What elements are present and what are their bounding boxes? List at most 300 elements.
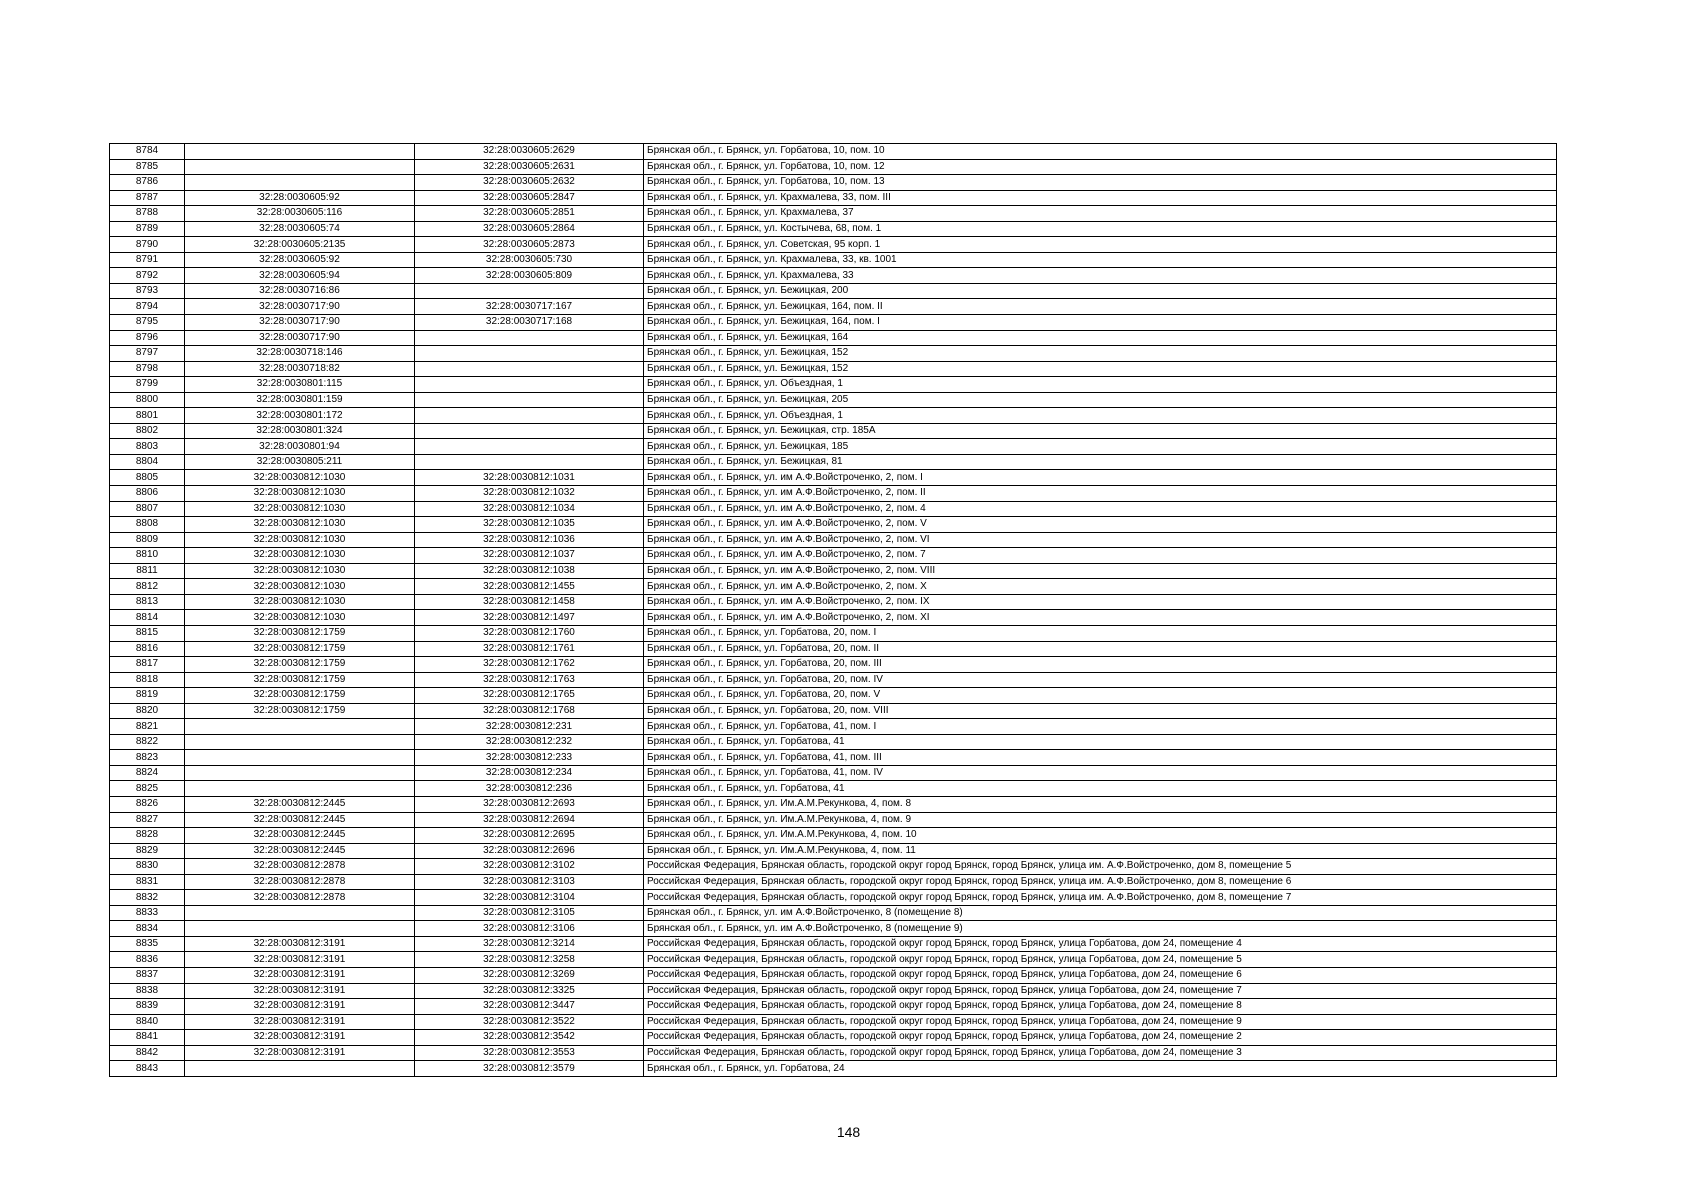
row-number-cell: 8791 — [110, 252, 185, 268]
cadastral-number-cell — [415, 346, 644, 362]
address-cell: Российская Федерация, Брянская область, городской округ город Брянск, город Брянск, улица Горбатова, дом 24, помещение 5 — [644, 952, 1557, 968]
parent-cadastral-number-cell: 32:28:0030812:1759 — [185, 625, 415, 641]
parent-cadastral-number-cell: 32:28:0030812:2445 — [185, 828, 415, 844]
parent-cadastral-number-cell: 32:28:0030812:1030 — [185, 532, 415, 548]
row-number-cell: 8801 — [110, 408, 185, 424]
parent-cadastral-number-cell: 32:28:0030812:1030 — [185, 517, 415, 533]
row-number-cell: 8823 — [110, 750, 185, 766]
row-number-cell: 8826 — [110, 796, 185, 812]
cadastral-number-cell: 32:28:0030812:2696 — [415, 843, 644, 859]
parent-cadastral-number-cell: 32:28:0030717:90 — [185, 299, 415, 315]
parent-cadastral-number-cell: 32:28:0030812:1759 — [185, 641, 415, 657]
cadastral-number-cell: 32:28:0030812:3522 — [415, 1014, 644, 1030]
table-row — [110, 610, 1557, 626]
row-number-cell: 8795 — [110, 315, 185, 331]
row-number-cell: 8785 — [110, 159, 185, 175]
row-number-cell: 8789 — [110, 221, 185, 237]
parent-cadastral-number-cell: 32:28:0030812:2878 — [185, 859, 415, 875]
parent-cadastral-number-cell: 32:28:0030812:1030 — [185, 610, 415, 626]
table-row — [110, 548, 1557, 564]
row-number-cell: 8788 — [110, 206, 185, 222]
row-number-cell: 8787 — [110, 190, 185, 206]
parent-cadastral-number-cell: 32:28:0030812:3191 — [185, 983, 415, 999]
table-row — [110, 983, 1557, 999]
parent-cadastral-number-cell: 32:28:0030812:3191 — [185, 1014, 415, 1030]
table-row — [110, 1045, 1557, 1061]
row-number-cell: 8833 — [110, 905, 185, 921]
parent-cadastral-number-cell: 32:28:0030718:82 — [185, 361, 415, 377]
row-number-cell: 8840 — [110, 1014, 185, 1030]
table-row — [110, 796, 1557, 812]
address-cell: Российская Федерация, Брянская область, городской округ город Брянск, город Брянск, улица им. А.Ф.Войстроченко, дом 8, помещение 5 — [644, 859, 1557, 875]
cadastral-number-cell — [415, 330, 644, 346]
table-row — [110, 237, 1557, 253]
cadastral-number-cell: 32:28:0030605:2632 — [415, 175, 644, 191]
row-number-cell: 8815 — [110, 625, 185, 641]
row-number-cell: 8792 — [110, 268, 185, 284]
parent-cadastral-number-cell: 32:28:0030805:211 — [185, 454, 415, 470]
cadastral-number-cell: 32:28:0030605:730 — [415, 252, 644, 268]
table-row — [110, 579, 1557, 595]
row-number-cell: 8817 — [110, 657, 185, 673]
parent-cadastral-number-cell: 32:28:0030812:3191 — [185, 1045, 415, 1061]
parent-cadastral-number-cell: 32:28:0030717:90 — [185, 315, 415, 331]
address-cell: Брянская обл., г. Брянск, ул. им А.Ф.Войстроченко, 2, пом. IX — [644, 594, 1557, 610]
cadastral-number-cell: 32:28:0030812:3214 — [415, 936, 644, 952]
address-cell: Российская Федерация, Брянская область, городской округ город Брянск, город Брянск, улица им. А.Ф.Войстроченко, дом 8, помещение 7 — [644, 890, 1557, 906]
row-number-cell: 8827 — [110, 812, 185, 828]
address-cell: Брянская обл., г. Брянск, ул. им А.Ф.Войстроченко, 2, пом. VI — [644, 532, 1557, 548]
table-row — [110, 532, 1557, 548]
table-row — [110, 408, 1557, 424]
address-cell: Брянская обл., г. Брянск, ул. Горбатова, 20, пом. III — [644, 657, 1557, 673]
page-number: 148 — [836, 1124, 861, 1140]
row-number-cell: 8814 — [110, 610, 185, 626]
table-row — [110, 299, 1557, 315]
row-number-cell: 8829 — [110, 843, 185, 859]
cadastral-number-cell: 32:28:0030812:1765 — [415, 688, 644, 704]
row-number-cell: 8838 — [110, 983, 185, 999]
address-cell: Брянская обл., г. Брянск, ул. Горбатова, 41, пом. IV — [644, 765, 1557, 781]
row-number-cell: 8809 — [110, 532, 185, 548]
cadastral-number-cell: 32:28:0030812:3105 — [415, 905, 644, 921]
cadastral-number-cell — [415, 423, 644, 439]
cadastral-number-cell: 32:28:0030812:3325 — [415, 983, 644, 999]
cadastral-number-cell: 32:28:0030812:1037 — [415, 548, 644, 564]
row-number-cell: 8806 — [110, 486, 185, 502]
table-row — [110, 377, 1557, 393]
table-row — [110, 206, 1557, 222]
row-number-cell: 8824 — [110, 765, 185, 781]
table-row — [110, 470, 1557, 486]
row-number-cell: 8837 — [110, 967, 185, 983]
address-cell: Брянская обл., г. Брянск, ул. им А.Ф.Войстроченко, 2, пом. I — [644, 470, 1557, 486]
cadastral-number-cell: 32:28:0030812:3103 — [415, 874, 644, 890]
parent-cadastral-number-cell: 32:28:0030718:146 — [185, 346, 415, 362]
table-row — [110, 268, 1557, 284]
cadastral-number-cell: 32:28:0030812:1768 — [415, 703, 644, 719]
parent-cadastral-number-cell: 32:28:0030812:3191 — [185, 936, 415, 952]
cadastral-number-cell — [415, 408, 644, 424]
parent-cadastral-number-cell: 32:28:0030812:2445 — [185, 796, 415, 812]
row-number-cell: 8802 — [110, 423, 185, 439]
address-cell: Российская Федерация, Брянская область, городской округ город Брянск, город Брянск, улица Горбатова, дом 24, помещение 4 — [644, 936, 1557, 952]
address-cell: Российская Федерация, Брянская область, городской округ город Брянск, город Брянск, улица Горбатова, дом 24, помещение 9 — [644, 1014, 1557, 1030]
address-cell: Российская Федерация, Брянская область, городской округ город Брянск, город Брянск, улица Горбатова, дом 24, помещение 2 — [644, 1030, 1557, 1046]
row-number-cell: 8810 — [110, 548, 185, 564]
parent-cadastral-number-cell — [185, 175, 415, 191]
cadastral-number-cell: 32:28:0030812:2694 — [415, 812, 644, 828]
table-row — [110, 361, 1557, 377]
cadastral-number-cell: 32:28:0030605:2851 — [415, 206, 644, 222]
cadastral-number-cell: 32:28:0030812:1032 — [415, 486, 644, 502]
address-cell: Брянская обл., г. Брянск, ул. им А.Ф.Войстроченко, 8 (помещение 9) — [644, 921, 1557, 937]
address-cell: Российская Федерация, Брянская область, городской округ город Брянск, город Брянск, улица Горбатова, дом 24, помещение 6 — [644, 967, 1557, 983]
parent-cadastral-number-cell: 32:28:0030605:92 — [185, 190, 415, 206]
parent-cadastral-number-cell: 32:28:0030812:1759 — [185, 688, 415, 704]
parent-cadastral-number-cell — [185, 734, 415, 750]
table-row — [110, 594, 1557, 610]
parent-cadastral-number-cell — [185, 144, 415, 160]
parent-cadastral-number-cell: 32:28:0030812:1030 — [185, 594, 415, 610]
address-cell: Брянская обл., г. Брянск, ул. Объездная, 1 — [644, 408, 1557, 424]
address-cell: Брянская обл., г. Брянск, ул. Горбатова, 20, пом. II — [644, 641, 1557, 657]
row-number-cell: 8820 — [110, 703, 185, 719]
cadastral-number-cell: 32:28:0030812:1760 — [415, 625, 644, 641]
address-cell: Брянская обл., г. Брянск, ул. Горбатова, 24 — [644, 1061, 1557, 1077]
row-number-cell: 8794 — [110, 299, 185, 315]
address-cell: Брянская обл., г. Брянск, ул. Горбатова, 10, пом. 13 — [644, 175, 1557, 191]
cadastral-number-cell — [415, 454, 644, 470]
address-cell: Брянская обл., г. Брянск, ул. Бежицкая, 164, пом. I — [644, 315, 1557, 331]
row-number-cell: 8800 — [110, 392, 185, 408]
registry-table — [109, 143, 1557, 1077]
parent-cadastral-number-cell: 32:28:0030801:172 — [185, 408, 415, 424]
row-number-cell: 8813 — [110, 594, 185, 610]
parent-cadastral-number-cell — [185, 750, 415, 766]
row-number-cell: 8818 — [110, 672, 185, 688]
parent-cadastral-number-cell: 32:28:0030812:1030 — [185, 470, 415, 486]
cadastral-number-cell — [415, 392, 644, 408]
cadastral-number-cell: 32:28:0030812:3106 — [415, 921, 644, 937]
parent-cadastral-number-cell: 32:28:0030605:94 — [185, 268, 415, 284]
table-row — [110, 703, 1557, 719]
address-cell: Брянская обл., г. Брянск, ул. Крахмалева, 37 — [644, 206, 1557, 222]
cadastral-number-cell: 32:28:0030812:1763 — [415, 672, 644, 688]
row-number-cell: 8796 — [110, 330, 185, 346]
row-number-cell: 8807 — [110, 501, 185, 517]
table-row — [110, 625, 1557, 641]
cadastral-number-cell: 32:28:0030812:3447 — [415, 999, 644, 1015]
cadastral-number-cell: 32:28:0030812:1762 — [415, 657, 644, 673]
address-cell: Брянская обл., г. Брянск, ул. Им.А.М.Рекункова, 4, пом. 9 — [644, 812, 1557, 828]
row-number-cell: 8812 — [110, 579, 185, 595]
row-number-cell: 8784 — [110, 144, 185, 160]
cadastral-number-cell: 32:28:0030812:1497 — [415, 610, 644, 626]
address-cell: Брянская обл., г. Брянск, ул. Горбатова, 41, пом. III — [644, 750, 1557, 766]
cadastral-number-cell — [415, 439, 644, 455]
parent-cadastral-number-cell — [185, 905, 415, 921]
address-cell: Брянская обл., г. Брянск, ул. Бежицкая, 205 — [644, 392, 1557, 408]
cadastral-number-cell: 32:28:0030812:1761 — [415, 641, 644, 657]
address-cell: Брянская обл., г. Брянск, ул. Им.А.М.Рекункова, 4, пом. 11 — [644, 843, 1557, 859]
address-cell: Брянская обл., г. Брянск, ул. Горбатова, 20, пом. VIII — [644, 703, 1557, 719]
address-cell: Брянская обл., г. Брянск, ул. им А.Ф.Войстроченко, 2, пом. 7 — [644, 548, 1557, 564]
cadastral-number-cell: 32:28:0030605:2873 — [415, 237, 644, 253]
table-row — [110, 921, 1557, 937]
parent-cadastral-number-cell: 32:28:0030812:1759 — [185, 657, 415, 673]
address-cell: Российская Федерация, Брянская область, городской округ город Брянск, город Брянск, улица им. А.Ф.Войстроченко, дом 8, помещение 6 — [644, 874, 1557, 890]
address-cell: Российская Федерация, Брянская область, городской округ город Брянск, город Брянск, улица Горбатова, дом 24, помещение 7 — [644, 983, 1557, 999]
cadastral-number-cell: 32:28:0030812:3269 — [415, 967, 644, 983]
table-row — [110, 563, 1557, 579]
cadastral-number-cell: 32:28:0030812:2695 — [415, 828, 644, 844]
cadastral-number-cell: 32:28:0030812:2693 — [415, 796, 644, 812]
cadastral-number-cell: 32:28:0030812:232 — [415, 734, 644, 750]
cadastral-number-cell: 32:28:0030812:1036 — [415, 532, 644, 548]
address-cell: Брянская обл., г. Брянск, ул. им А.Ф.Войстроченко, 2, пом. II — [644, 486, 1557, 502]
cadastral-number-cell — [415, 377, 644, 393]
table-row — [110, 330, 1557, 346]
address-cell: Брянская обл., г. Брянск, ул. Бежицкая, 185 — [644, 439, 1557, 455]
row-number-cell: 8843 — [110, 1061, 185, 1077]
table-row — [110, 657, 1557, 673]
table-row — [110, 967, 1557, 983]
row-number-cell: 8803 — [110, 439, 185, 455]
parent-cadastral-number-cell: 32:28:0030605:92 — [185, 252, 415, 268]
address-cell: Брянская обл., г. Брянск, ул. Бежицкая, 164 — [644, 330, 1557, 346]
cadastral-number-cell: 32:28:0030605:809 — [415, 268, 644, 284]
row-number-cell: 8811 — [110, 563, 185, 579]
cadastral-number-cell — [415, 361, 644, 377]
address-cell: Брянская обл., г. Брянск, ул. Объездная, 1 — [644, 377, 1557, 393]
parent-cadastral-number-cell — [185, 921, 415, 937]
table-row — [110, 517, 1557, 533]
row-number-cell: 8828 — [110, 828, 185, 844]
cadastral-number-cell: 32:28:0030812:3579 — [415, 1061, 644, 1077]
cadastral-number-cell: 32:28:0030717:167 — [415, 299, 644, 315]
table-row — [110, 1014, 1557, 1030]
row-number-cell: 8816 — [110, 641, 185, 657]
cadastral-number-cell: 32:28:0030812:3258 — [415, 952, 644, 968]
address-cell: Брянская обл., г. Брянск, ул. Крахмалева, 33, кв. 1001 — [644, 252, 1557, 268]
address-cell: Брянская обл., г. Брянск, ул. Костычева, 68, пом. 1 — [644, 221, 1557, 237]
row-number-cell: 8842 — [110, 1045, 185, 1061]
table-row — [110, 159, 1557, 175]
row-number-cell: 8790 — [110, 237, 185, 253]
cadastral-number-cell: 32:28:0030812:234 — [415, 765, 644, 781]
table-row — [110, 144, 1557, 160]
row-number-cell: 8832 — [110, 890, 185, 906]
table-row — [110, 175, 1557, 191]
row-number-cell: 8797 — [110, 346, 185, 362]
cadastral-number-cell: 32:28:0030812:3102 — [415, 859, 644, 875]
row-number-cell: 8839 — [110, 999, 185, 1015]
row-number-cell: 8805 — [110, 470, 185, 486]
table-row — [110, 1030, 1557, 1046]
address-cell: Брянская обл., г. Брянск, ул. Бежицкая, стр. 185А — [644, 423, 1557, 439]
address-cell: Российская Федерация, Брянская область, городской округ город Брянск, город Брянск, улица Горбатова, дом 24, помещение 3 — [644, 1045, 1557, 1061]
parent-cadastral-number-cell: 32:28:0030812:1030 — [185, 501, 415, 517]
row-number-cell: 8834 — [110, 921, 185, 937]
table-row — [110, 641, 1557, 657]
cadastral-number-cell: 32:28:0030812:3542 — [415, 1030, 644, 1046]
address-cell: Брянская обл., г. Брянск, ул. Горбатова, 10, пом. 12 — [644, 159, 1557, 175]
address-cell: Брянская обл., г. Брянск, ул. Горбатова, 10, пом. 10 — [644, 144, 1557, 160]
parent-cadastral-number-cell: 32:28:0030812:3191 — [185, 952, 415, 968]
parent-cadastral-number-cell: 32:28:0030812:3191 — [185, 967, 415, 983]
table-row — [110, 439, 1557, 455]
table-row — [110, 190, 1557, 206]
cadastral-number-cell: 32:28:0030812:1455 — [415, 579, 644, 595]
parent-cadastral-number-cell: 32:28:0030812:1759 — [185, 672, 415, 688]
table-row — [110, 346, 1557, 362]
row-number-cell: 8835 — [110, 936, 185, 952]
table-row — [110, 688, 1557, 704]
address-cell: Брянская обл., г. Брянск, ул. Крахмалева, 33, пом. III — [644, 190, 1557, 206]
cadastral-number-cell: 32:28:0030812:1458 — [415, 594, 644, 610]
address-cell: Брянская обл., г. Брянск, ул. Бежицкая, 152 — [644, 361, 1557, 377]
row-number-cell: 8819 — [110, 688, 185, 704]
row-number-cell: 8825 — [110, 781, 185, 797]
cadastral-number-cell: 32:28:0030605:2629 — [415, 144, 644, 160]
address-cell: Брянская обл., г. Брянск, ул. Горбатова, 20, пом. V — [644, 688, 1557, 704]
parent-cadastral-number-cell: 32:28:0030801:115 — [185, 377, 415, 393]
table-row — [110, 874, 1557, 890]
address-cell: Брянская обл., г. Брянск, ул. Бежицкая, 200 — [644, 283, 1557, 299]
table-row — [110, 392, 1557, 408]
address-cell: Брянская обл., г. Брянск, ул. им А.Ф.Войстроченко, 2, пом. 4 — [644, 501, 1557, 517]
parent-cadastral-number-cell: 32:28:0030812:3191 — [185, 1030, 415, 1046]
table-row — [110, 765, 1557, 781]
table-row — [110, 734, 1557, 750]
registry-table-body — [110, 144, 1557, 1077]
cadastral-number-cell — [415, 283, 644, 299]
table-row — [110, 221, 1557, 237]
cadastral-number-cell: 32:28:0030812:231 — [415, 719, 644, 735]
row-number-cell: 8799 — [110, 377, 185, 393]
table-row — [110, 1061, 1557, 1077]
address-cell: Брянская обл., г. Брянск, ул. Горбатова, 20, пом. I — [644, 625, 1557, 641]
table-row — [110, 283, 1557, 299]
address-cell: Брянская обл., г. Брянск, ул. Горбатова, 41, пом. I — [644, 719, 1557, 735]
table-row — [110, 905, 1557, 921]
table-row — [110, 936, 1557, 952]
address-cell: Брянская обл., г. Брянск, ул. Им.А.М.Рекункова, 4, пом. 10 — [644, 828, 1557, 844]
table-row — [110, 812, 1557, 828]
parent-cadastral-number-cell — [185, 1061, 415, 1077]
address-cell: Брянская обл., г. Брянск, ул. Горбатова, 20, пом. IV — [644, 672, 1557, 688]
address-cell: Брянская обл., г. Брянск, ул. Горбатова, 41 — [644, 781, 1557, 797]
address-cell: Брянская обл., г. Брянск, ул. Советская, 95 корп. 1 — [644, 237, 1557, 253]
address-cell: Брянская обл., г. Брянск, ул. Им.А.М.Рекункова, 4, пом. 8 — [644, 796, 1557, 812]
row-number-cell: 8831 — [110, 874, 185, 890]
row-number-cell: 8808 — [110, 517, 185, 533]
table-row — [110, 315, 1557, 331]
cadastral-number-cell: 32:28:0030812:1038 — [415, 563, 644, 579]
parent-cadastral-number-cell — [185, 781, 415, 797]
parent-cadastral-number-cell: 32:28:0030716:86 — [185, 283, 415, 299]
cadastral-number-cell: 32:28:0030812:236 — [415, 781, 644, 797]
parent-cadastral-number-cell: 32:28:0030605:116 — [185, 206, 415, 222]
cadastral-number-cell: 32:28:0030812:3104 — [415, 890, 644, 906]
table-row — [110, 828, 1557, 844]
address-cell: Брянская обл., г. Брянск, ул. Бежицкая, 152 — [644, 346, 1557, 362]
table-row — [110, 843, 1557, 859]
row-number-cell: 8804 — [110, 454, 185, 470]
cadastral-number-cell: 32:28:0030812:1035 — [415, 517, 644, 533]
table-row — [110, 750, 1557, 766]
address-cell: Брянская обл., г. Брянск, ул. им А.Ф.Войстроченко, 2, пом. V — [644, 517, 1557, 533]
parent-cadastral-number-cell — [185, 765, 415, 781]
address-cell: Брянская обл., г. Брянск, ул. Бежицкая, 81 — [644, 454, 1557, 470]
table-row — [110, 486, 1557, 502]
table-row — [110, 501, 1557, 517]
table-row — [110, 672, 1557, 688]
address-cell: Брянская обл., г. Брянск, ул. им А.Ф.Войстроченко, 8 (помещение 8) — [644, 905, 1557, 921]
address-cell: Брянская обл., г. Брянск, ул. Крахмалева, 33 — [644, 268, 1557, 284]
cadastral-number-cell: 32:28:0030717:168 — [415, 315, 644, 331]
address-cell: Брянская обл., г. Брянск, ул. Горбатова, 41 — [644, 734, 1557, 750]
parent-cadastral-number-cell: 32:28:0030812:1030 — [185, 579, 415, 595]
parent-cadastral-number-cell: 32:28:0030801:159 — [185, 392, 415, 408]
parent-cadastral-number-cell: 32:28:0030717:90 — [185, 330, 415, 346]
registry-table-container — [109, 143, 1556, 1077]
row-number-cell: 8830 — [110, 859, 185, 875]
address-cell: Брянская обл., г. Брянск, ул. им А.Ф.Войстроченко, 2, пом. VIII — [644, 563, 1557, 579]
cadastral-number-cell: 32:28:0030605:2847 — [415, 190, 644, 206]
address-cell: Российская Федерация, Брянская область, городской округ город Брянск, город Брянск, улица Горбатова, дом 24, помещение 8 — [644, 999, 1557, 1015]
address-cell: Брянская обл., г. Брянск, ул. Бежицкая, 164, пом. II — [644, 299, 1557, 315]
cadastral-number-cell: 32:28:0030605:2631 — [415, 159, 644, 175]
parent-cadastral-number-cell: 32:28:0030812:1030 — [185, 548, 415, 564]
parent-cadastral-number-cell — [185, 719, 415, 735]
cadastral-number-cell: 32:28:0030812:233 — [415, 750, 644, 766]
table-row — [110, 719, 1557, 735]
parent-cadastral-number-cell: 32:28:0030801:94 — [185, 439, 415, 455]
table-row — [110, 454, 1557, 470]
table-row — [110, 781, 1557, 797]
table-row — [110, 252, 1557, 268]
row-number-cell: 8822 — [110, 734, 185, 750]
parent-cadastral-number-cell: 32:28:0030801:324 — [185, 423, 415, 439]
row-number-cell: 8798 — [110, 361, 185, 377]
row-number-cell: 8793 — [110, 283, 185, 299]
parent-cadastral-number-cell: 32:28:0030812:1759 — [185, 703, 415, 719]
parent-cadastral-number-cell — [185, 159, 415, 175]
parent-cadastral-number-cell: 32:28:0030812:2445 — [185, 843, 415, 859]
parent-cadastral-number-cell: 32:28:0030605:74 — [185, 221, 415, 237]
table-row — [110, 890, 1557, 906]
row-number-cell: 8786 — [110, 175, 185, 191]
cadastral-number-cell: 32:28:0030812:1031 — [415, 470, 644, 486]
parent-cadastral-number-cell: 32:28:0030812:2445 — [185, 812, 415, 828]
table-row — [110, 999, 1557, 1015]
parent-cadastral-number-cell: 32:28:0030812:3191 — [185, 999, 415, 1015]
table-row — [110, 952, 1557, 968]
row-number-cell: 8836 — [110, 952, 185, 968]
table-row — [110, 859, 1557, 875]
address-cell: Брянская обл., г. Брянск, ул. им А.Ф.Войстроченко, 2, пом. XI — [644, 610, 1557, 626]
table-row — [110, 423, 1557, 439]
parent-cadastral-number-cell: 32:28:0030812:2878 — [185, 874, 415, 890]
row-number-cell: 8841 — [110, 1030, 185, 1046]
cadastral-number-cell: 32:28:0030605:2864 — [415, 221, 644, 237]
row-number-cell: 8821 — [110, 719, 185, 735]
parent-cadastral-number-cell: 32:28:0030605:2135 — [185, 237, 415, 253]
cadastral-number-cell: 32:28:0030812:1034 — [415, 501, 644, 517]
cadastral-number-cell: 32:28:0030812:3553 — [415, 1045, 644, 1061]
